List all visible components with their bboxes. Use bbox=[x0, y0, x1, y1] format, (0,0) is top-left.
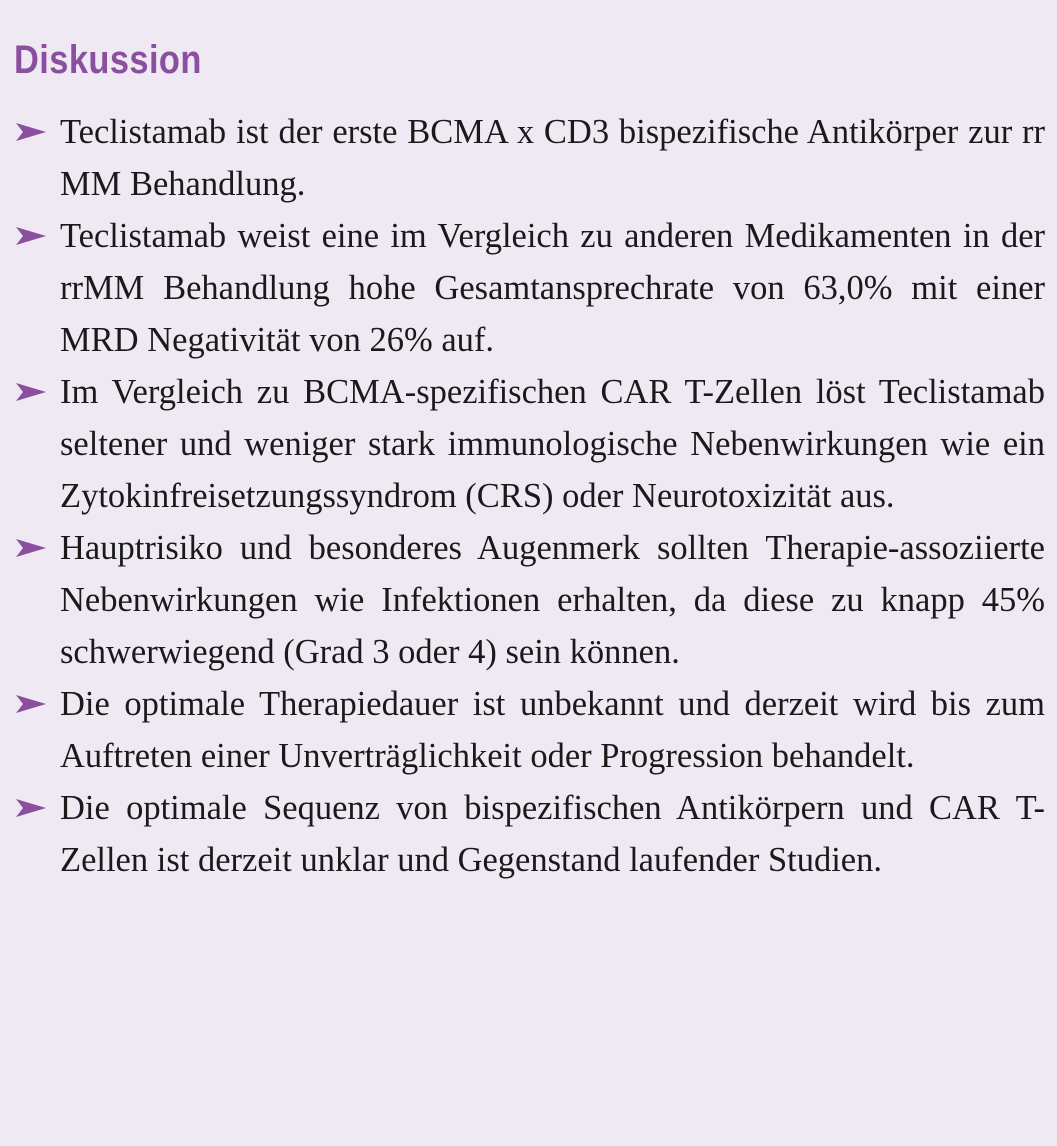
section-title: Diskussion bbox=[14, 38, 202, 82]
list-item bbox=[14, 678, 1045, 782]
list-item bbox=[14, 366, 1045, 522]
triangle-arrow-right-icon bbox=[16, 227, 46, 245]
list-item-text: Teclistamab weist eine im Vergleich zu anderen Medikamenten in der rrMM Behandlung hohe Gesamtansprechrate von 63,0% mit einer MRD Negativität von 26% auf. bbox=[60, 217, 1045, 359]
list-item-text: Die optimale Sequenz von bispezifischen Antikörpern und CAR T-Zellen ist derzeit unklar und Gegenstand laufender Studien. bbox=[60, 789, 1045, 879]
list-item bbox=[14, 210, 1045, 366]
list-item-text: Teclistamab ist der erste BCMA x CD3 bispezifische Antikörper zur rr MM Behandlung. bbox=[60, 113, 1045, 203]
bullet-list bbox=[14, 106, 1045, 886]
triangle-arrow-right-icon bbox=[16, 383, 46, 401]
list-item bbox=[14, 106, 1045, 210]
triangle-arrow-right-icon bbox=[16, 123, 46, 141]
list-item-text: Hauptrisiko und besonderes Augenmerk sollten Therapie-assoziierte Nebenwirkungen wie Infektionen erhalten, da diese zu knapp 45% schwerwiegend (Grad 3 oder 4) sein können. bbox=[60, 529, 1045, 671]
triangle-arrow-right-icon bbox=[16, 799, 46, 817]
list-item bbox=[14, 522, 1045, 678]
list-item-text: Im Vergleich zu BCMA-spezifischen CAR T-Zellen löst Teclistamab seltener und weniger stark immunologische Nebenwirkungen wie ein Zytokinfreisetzungssyndrom (CRS) oder Neurotoxizität aus. bbox=[60, 373, 1045, 515]
triangle-arrow-right-icon bbox=[16, 695, 46, 713]
list-item bbox=[14, 782, 1045, 886]
list-item-text: Die optimale Therapiedauer ist unbekannt und derzeit wird bis zum Auftreten einer Unverträglichkeit oder Progression behandelt. bbox=[60, 685, 1045, 775]
triangle-arrow-right-icon bbox=[16, 539, 46, 557]
